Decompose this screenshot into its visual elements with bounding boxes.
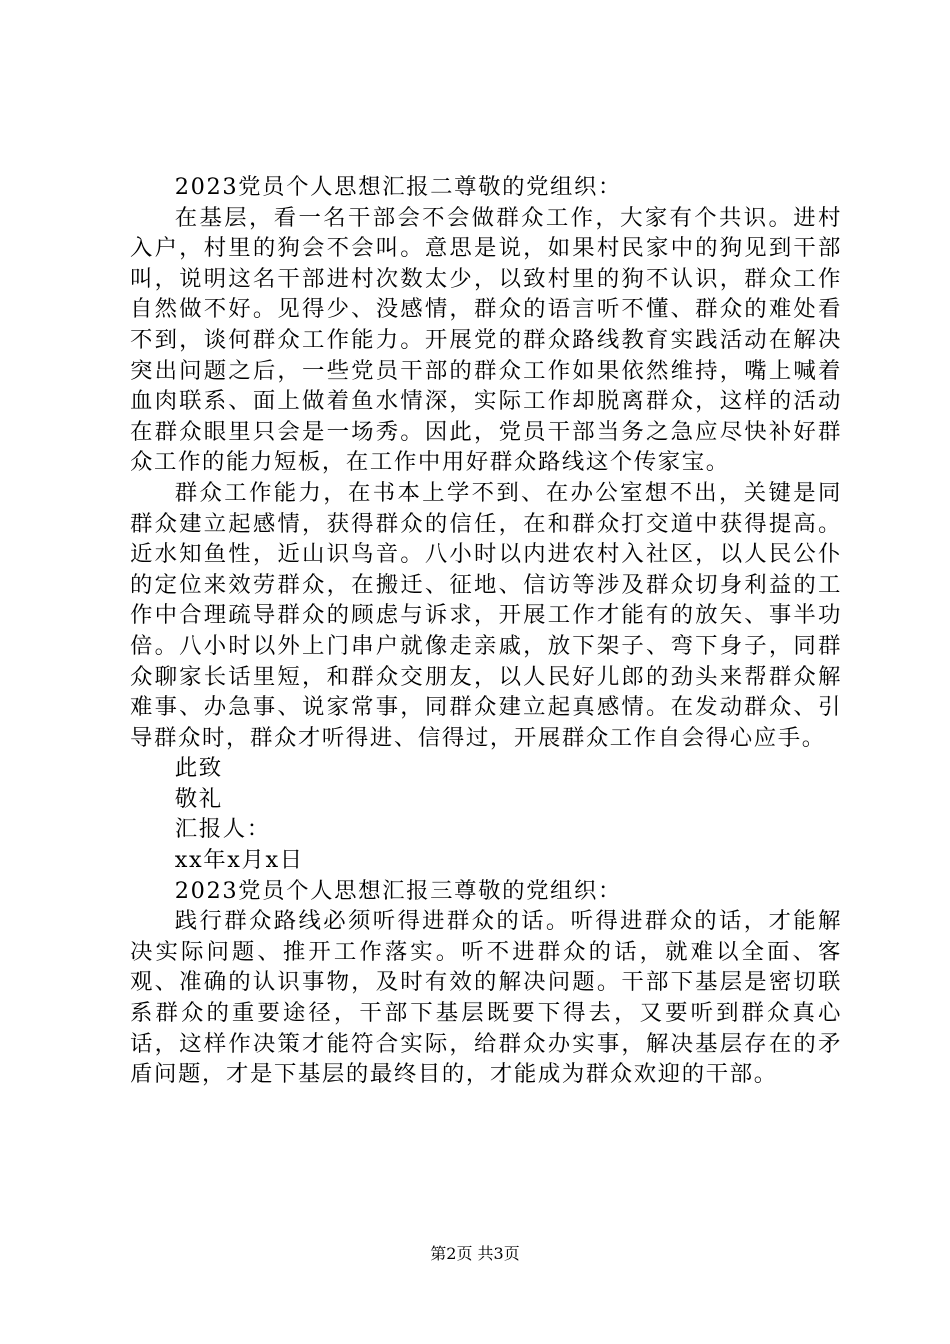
report-date: xx年x月x日 [174, 847, 304, 874]
page-number: 第2页 共3页 [430, 1244, 520, 1263]
body-paragraph: 践行群众路线必须听得进群众的话。听得进群众的话，才能解决实际问题、推开工作落实。听不进群众的话，就难以全面、客观、准确的认识事物，及时有效的解决问题。干部下基层是密切联系群众的重要途径，干部下基层既要下得去，又要听到群众真心话，这样作决策才能符合实际，给群众办实事，解决基层存在的矛盾问题，才是下基层的最终目的，才能成为群众欢迎的干部。 [130, 908, 842, 1088]
heading-report-three: 2023党员个人思想汇报三尊敬的党组织： [174, 877, 623, 904]
heading-report-two: 2023党员个人思想汇报二尊敬的党组织： [174, 174, 623, 200]
document-body [130, 172, 842, 1090]
reporter-label: 汇报人： [174, 816, 271, 843]
closing-regards: 敬礼 [174, 785, 223, 812]
page-footer [0, 1244, 950, 1264]
body-paragraph: 在基层，看一名干部会不会做群众工作，大家有个共识。进村入户，村里的狗会不会叫。意思是说，如果村民家中的狗见到干部叫，说明这名干部进村次数太少，以致村里的狗不认识，群众工作自然做不好。见得少、没感情，群众的语言听不懂、群众的难处看不到，谈何群众工作能力。开展党的群众路线教育实践活动在解决突出问题之后，一些党员干部的群众工作如果依然维持，嘴上喊着血肉联系、面上做着鱼水情深，实际工作却脱离群众，这样的活动在群众眼里只会是一场秀。因此，党员干部当务之急应尽快补好群众工作的能力短板，在工作中用好群众路线这个传家宝。 [130, 204, 842, 476]
closing-salutation: 此致 [174, 755, 223, 782]
body-paragraph: 群众工作能力，在书本上学不到、在办公室想不出，关键是同群众建立起感情，获得群众的信任，在和群众打交道中获得提高。近水知鱼性，近山识鸟音。八小时以内进农村入社区，以人民公仆的定位来效劳群众，在搬迁、征地、信访等涉及群众切身利益的工作中合理疏导群众的顾虑与诉求，开展工作才能有的放矢、事半功倍。八小时以外上门串户就像走亲戚，放下架子、弯下身子，同群众聊家长话里短，和群众交朋友，以人民好儿郎的劲头来帮群众解难事、办急事、说家常事，同群众建立起真感情。在发动群众、引导群众时，群众才听得进、信得过，开展群众工作自会得心应手。 [130, 479, 842, 751]
